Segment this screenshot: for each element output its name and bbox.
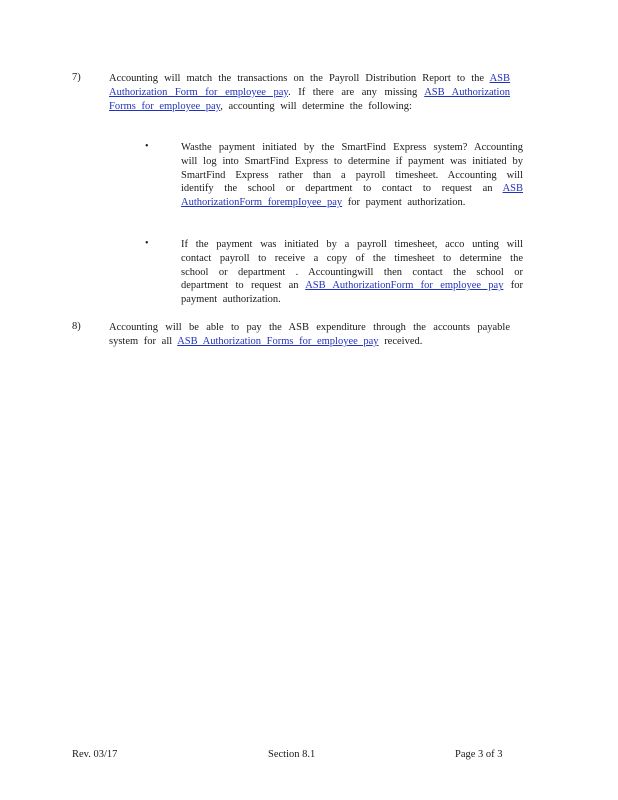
- bullet-text: [181, 141, 523, 210]
- item-text: received.: [378, 335, 423, 347]
- bullet-text-part: If the payment was initiated by a payroll timesheet, acco unting will contact payroll to receive a copy of the timesheet to determine the school or department . Accountingwill then contact the school or department to request an: [181, 239, 523, 292]
- item-body: [109, 321, 510, 349]
- item-body: [109, 72, 510, 113]
- item-text: , accounting will determine the following:: [220, 100, 412, 112]
- asb-authorization-forms-link[interactable]: ASB Authorization Forms for employee pay: [109, 86, 510, 112]
- bullet-text-part: for payment authorization.: [181, 280, 523, 306]
- asb-authorization-form-link[interactable]: ASB AuthorizationForm for employee pay: [305, 280, 504, 292]
- footer-page-number: Page 3 of 3: [455, 749, 503, 760]
- asb-authorization-form-link[interactable]: ASB AuthorizationForm forempIoyee pay: [181, 183, 523, 209]
- item-number: 7): [72, 72, 81, 83]
- bullet-text-part: Wasthe payment initiated by the SmartFind Express system? Accounting will log into SmartFind Express to determine if payment was initiated by SmartFind Express rather than a payroll timesheet. Accounting will identify the school or department to contact to request an: [181, 142, 523, 195]
- item-text: Accounting will be able to pay the ASB expenditure through the accounts payable system for all: [109, 322, 510, 347]
- footer-section: Section 8.1: [268, 749, 316, 760]
- bullet-text-part: for payment authorization.: [342, 197, 466, 209]
- footer-revision: Rev. 03/17: [72, 749, 118, 760]
- item-text: . If there are any missing: [287, 86, 425, 98]
- asb-authorization-form-link[interactable]: ASB Authorization Form for employee pay: [109, 73, 510, 98]
- item-number: 8): [72, 321, 81, 332]
- asb-authorization-forms-link[interactable]: ASB Authorization Forms for employee pay: [177, 335, 379, 347]
- item-text: Accounting will match the transactions on the Payroll Distribution Report to the: [109, 73, 490, 84]
- bullet-text: [181, 238, 523, 307]
- bullet-icon: •: [145, 141, 149, 152]
- bullet-icon: •: [145, 238, 149, 249]
